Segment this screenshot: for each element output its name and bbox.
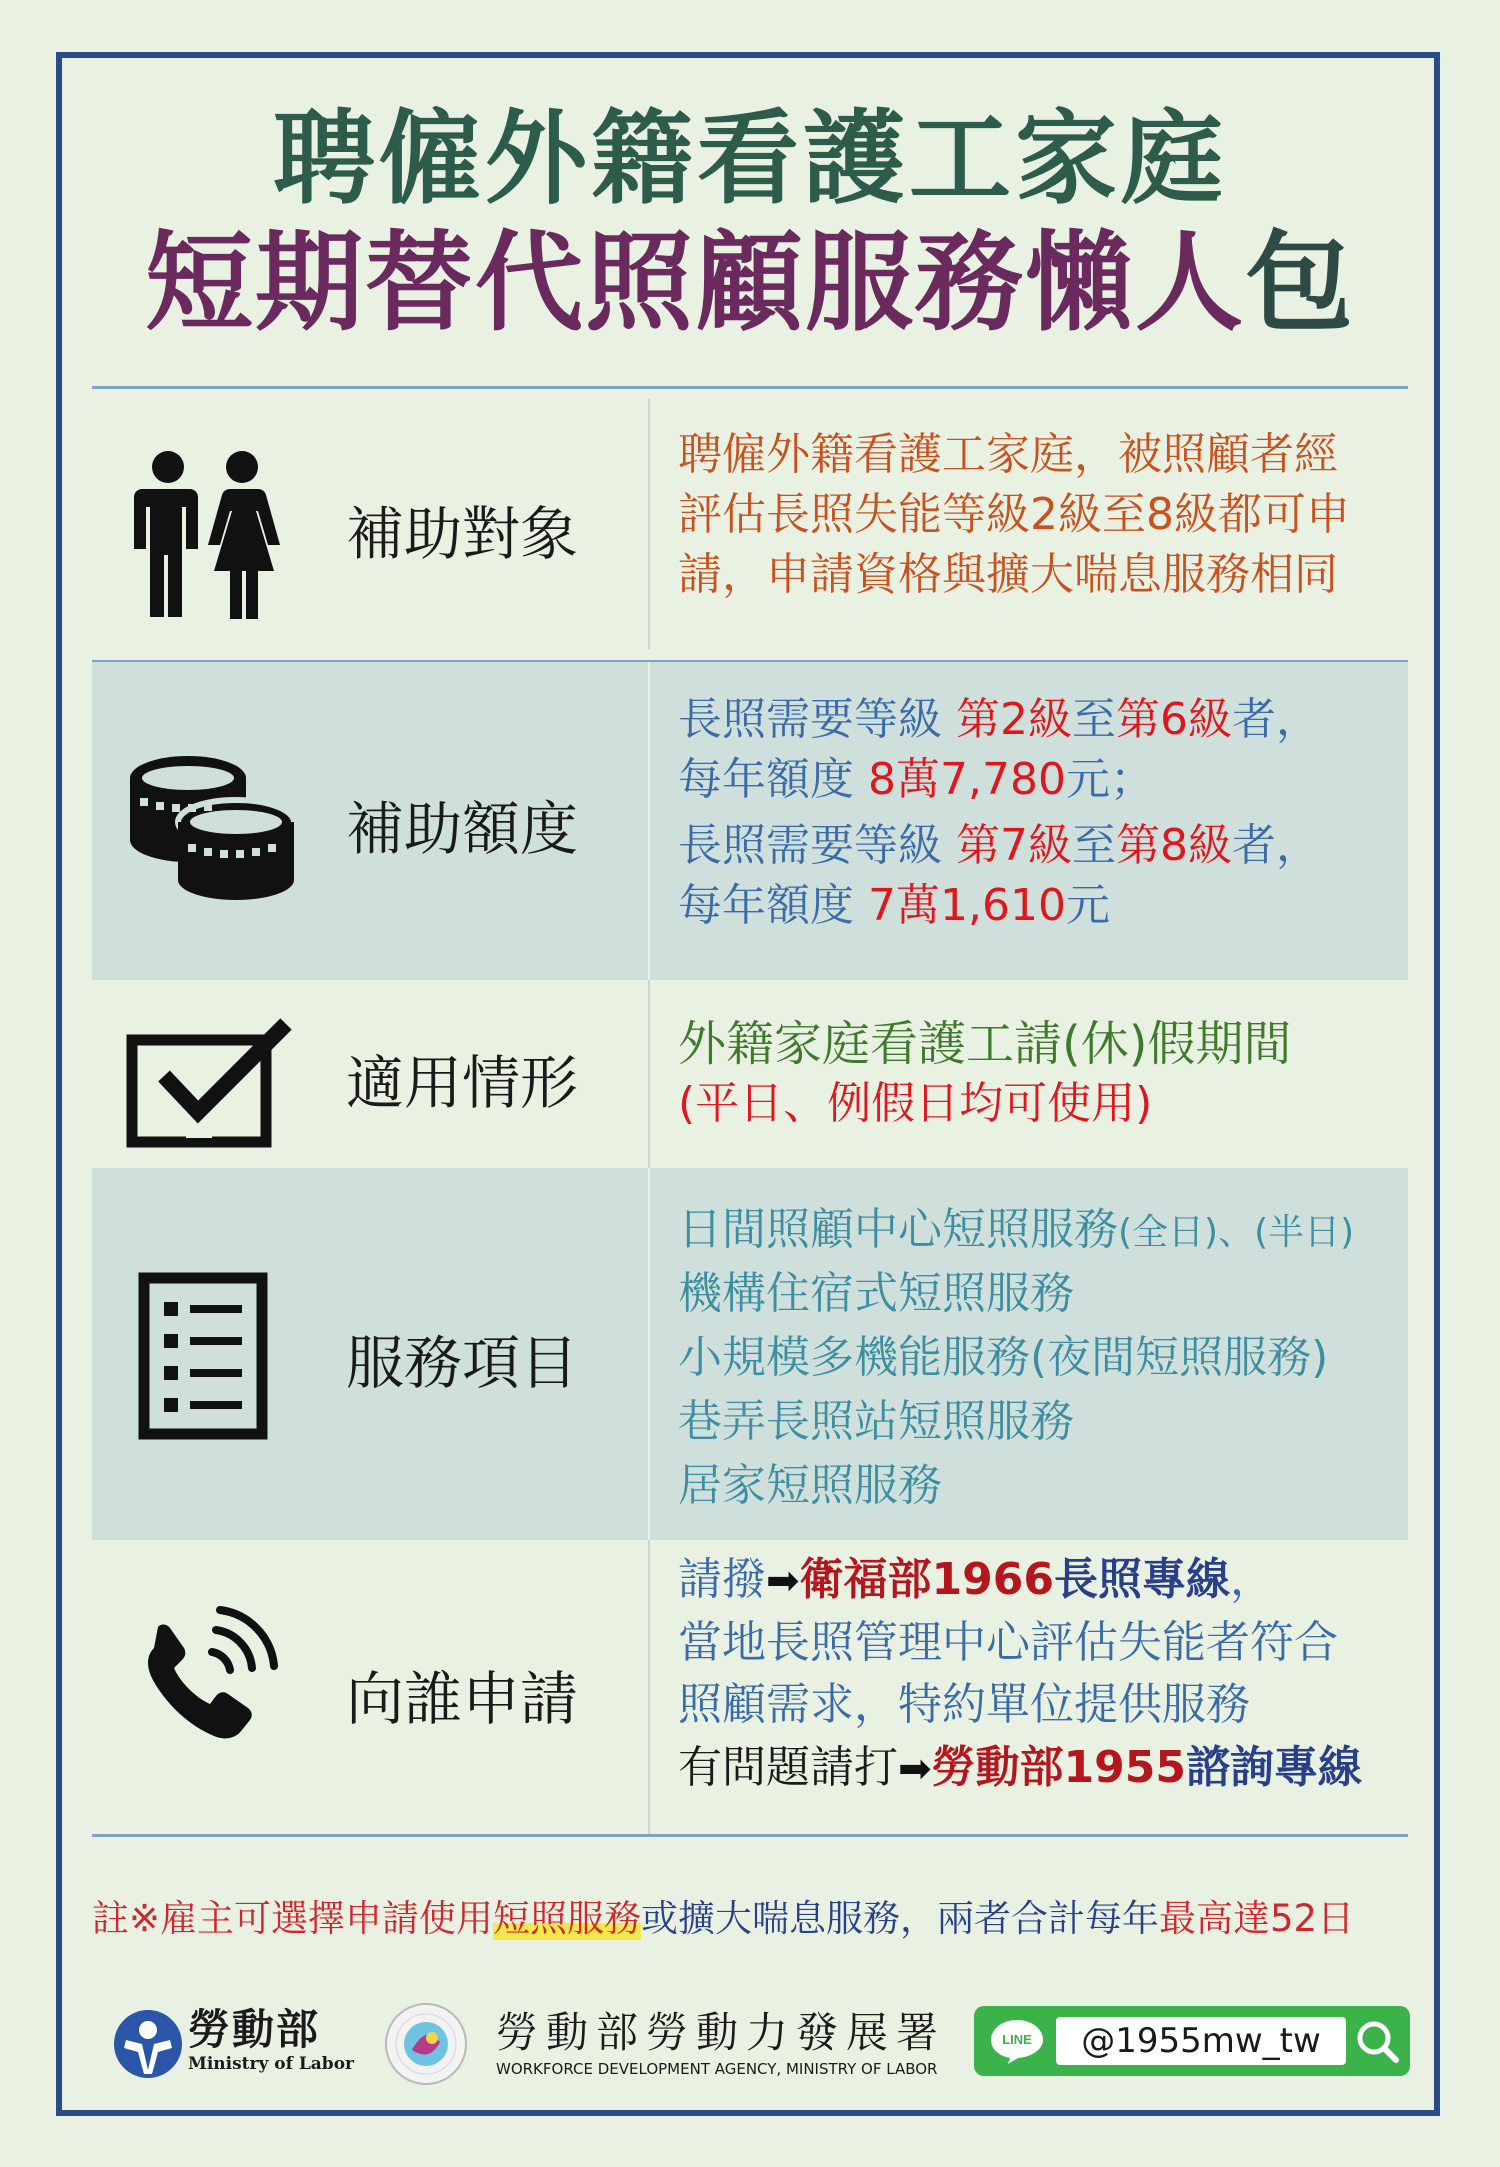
wda-seal-icon xyxy=(384,2002,468,2086)
amount-line-2: 每年額度 8萬7,780元； xyxy=(678,754,1154,805)
service-item-4: 巷弄長照站短照服務 xyxy=(678,1396,1074,1447)
section-situation xyxy=(92,980,1408,1168)
apply-line-4: 有問題請打➡勞動部1955諮詢專線 xyxy=(678,1742,1362,1793)
agency-name-zh: 勞動部勞動力發展署 xyxy=(496,2008,947,2057)
coins-icon xyxy=(126,752,298,902)
label-target: 補助對象 xyxy=(346,500,579,568)
mol-name xyxy=(188,2006,354,2074)
footnote: 註※雇主可選擇申請使用短照服務或擴大喘息服務，兩者合計每年最高達52日 xyxy=(92,1897,1355,1940)
target-line-3: 請，申請資格與擴大喘息服務相同 xyxy=(678,549,1338,600)
target-line-2: 評估長照失能等級2級至8級都可申 xyxy=(678,489,1350,540)
arrow-right-icon: ➡ xyxy=(898,1746,932,1792)
section-services xyxy=(92,1168,1408,1540)
agency-name-en: WORKFORCE DEVELOPMENT AGENCY, MINISTRY OF LABOR xyxy=(496,2060,938,2078)
services-content xyxy=(678,1198,1354,1518)
situation-line-1: 外籍家庭看護工請(休)假期間 xyxy=(678,1016,1292,1072)
arrow-right-icon: ➡ xyxy=(766,1558,800,1604)
mol-name-zh: 勞動部 xyxy=(188,2005,321,2054)
section-amount xyxy=(92,662,1408,980)
checkbox-icon xyxy=(126,1018,296,1150)
section-apply xyxy=(92,1540,1408,1834)
service-item-5: 居家短照服務 xyxy=(678,1460,942,1511)
target-line-1: 聘僱外籍看護工家庭，被照顧者經 xyxy=(678,429,1338,480)
divider-bottom xyxy=(92,1834,1408,1837)
mol-name-en: Ministry of Labor xyxy=(188,2054,354,2074)
line-app-label: LINE xyxy=(1002,2032,1032,2047)
target-content xyxy=(678,425,1350,605)
title-line-1: 聘僱外籍看護工家庭 xyxy=(273,100,1227,219)
people-icon xyxy=(130,449,290,619)
amount-line-1: 長照需要等級 第2級至第6級者， xyxy=(678,694,1320,745)
situation-content xyxy=(678,1014,1291,1134)
label-situation: 適用情形 xyxy=(346,1049,579,1117)
title-line-2: 短期替代照顧服務懶人包 xyxy=(144,221,1356,346)
apply-content xyxy=(678,1548,1362,1800)
line-app-icon xyxy=(988,2016,1046,2066)
amount-content xyxy=(678,690,1320,936)
ministry-of-labor-logo-icon xyxy=(112,2008,184,2080)
apply-line-2: 當地長照管理中心評估失能者符合 xyxy=(678,1617,1338,1668)
situation-line-2: (平日、例假日均可使用) xyxy=(678,1078,1153,1129)
label-services: 服務項目 xyxy=(346,1329,579,1397)
apply-line-3: 照顧需求，特約單位提供服務 xyxy=(678,1679,1250,1730)
label-apply: 向誰申請 xyxy=(346,1665,579,1733)
section-target xyxy=(92,389,1408,659)
amount-line-3: 長照需要等級 第7級至第8級者， xyxy=(678,820,1320,871)
label-amount: 補助額度 xyxy=(346,795,579,863)
phone-icon xyxy=(132,1606,282,1746)
apply-line-1: 請撥➡衛福部1966長照專線， xyxy=(678,1554,1274,1605)
agency-name xyxy=(496,2008,946,2080)
service-item-1: 日間照顧中心短照服務(全日)、(半日) xyxy=(678,1204,1355,1255)
line-account-box[interactable] xyxy=(974,2006,1410,2076)
amount-line-4: 每年額度 7萬1,610元 xyxy=(678,880,1110,931)
search-icon[interactable] xyxy=(1354,2018,1400,2064)
checklist-icon xyxy=(138,1272,268,1440)
service-item-2: 機構住宿式短照服務 xyxy=(678,1268,1074,1319)
service-item-3: 小規模多機能服務(夜間短照服務) xyxy=(678,1332,1329,1383)
line-id: @1955mw_tw xyxy=(1056,2017,1346,2065)
